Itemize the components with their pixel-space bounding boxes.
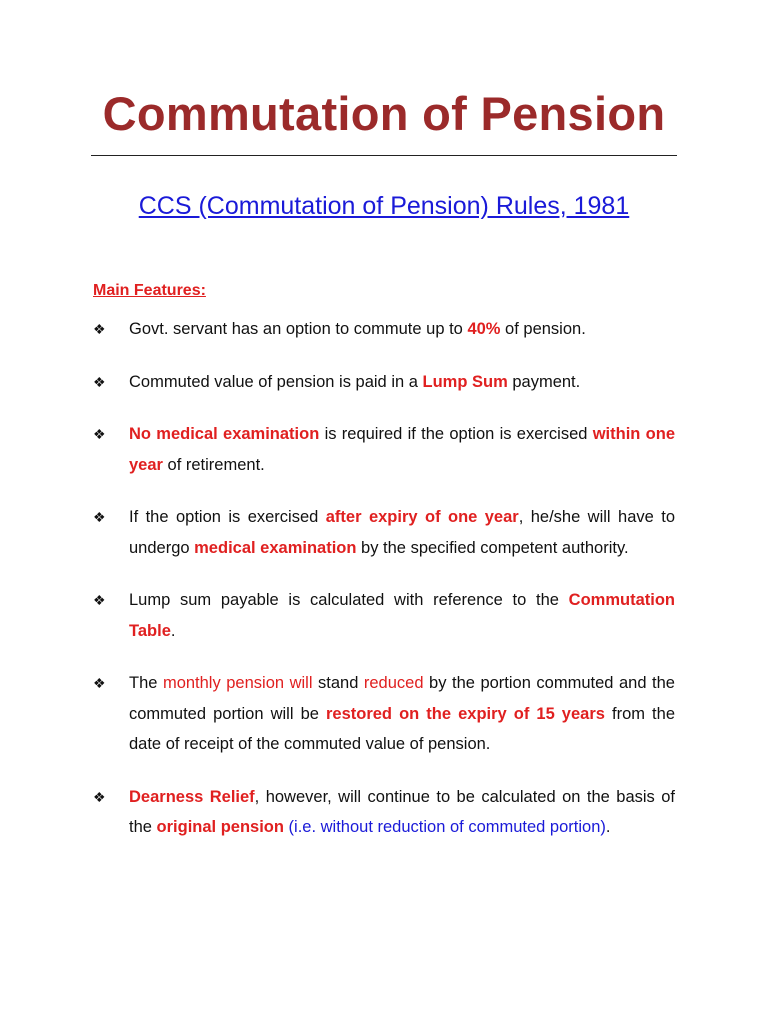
list-item-text (129, 373, 580, 391)
list-item-text (129, 320, 586, 338)
body-text: Lump sum payable is calculated with reference to the (129, 591, 569, 609)
diamond-bullet-icon: ❖ (93, 373, 106, 390)
feature-list (93, 314, 675, 865)
emphasis-text: Commutation Table (129, 591, 675, 640)
body-text: stand (312, 674, 364, 692)
body-text: . (170, 621, 176, 640)
body-text: If the option is exercised (129, 508, 326, 526)
diamond-bullet-icon: ❖ (93, 509, 106, 525)
list-item (93, 585, 675, 646)
emphasis-text: Dearness Relief (129, 787, 255, 806)
diamond-bullet-icon: ❖ (93, 675, 106, 691)
list-item-text (129, 788, 675, 837)
emphasis-text: 40% (467, 320, 501, 338)
list-item (93, 419, 675, 480)
page-title: Commutation of Pension (102, 87, 666, 140)
list-item (93, 367, 675, 398)
list-item-text (129, 674, 675, 753)
emphasis-text: after expiry of one year (325, 508, 519, 526)
body-text: . (605, 818, 611, 836)
list-item (93, 782, 675, 843)
rules-subtitle-link[interactable]: CCS (Commutation of Pension) Rules, 1981 (138, 192, 630, 220)
emphasis-text: original pension (156, 818, 284, 836)
emphasis-text: restored on the expiry of 15 years (325, 704, 605, 723)
body-text: is required if the option is exercised (319, 425, 593, 443)
body-text: , however, will continue to be calculated on the basis of the (129, 787, 675, 836)
body-text: The (129, 674, 163, 692)
list-item-text (129, 508, 675, 557)
body-text: by the portion commuted and the commuted portion will be (129, 674, 675, 723)
emphasis-text: reduced (363, 674, 424, 692)
body-text: payment. (507, 372, 581, 391)
emphasis-text: No medical examination (129, 425, 320, 443)
emphasis-text: monthly pension will (162, 674, 313, 692)
diamond-bullet-icon: ❖ (93, 321, 106, 337)
list-item (93, 502, 675, 563)
section-heading: Main Features: (93, 282, 206, 299)
emphasis-text: within one year (129, 425, 675, 474)
diamond-bullet-icon: ❖ (93, 592, 106, 608)
emphasis-text: (i.e. without reduction of commuted portion) (283, 818, 606, 836)
body-text: by the specified competent authority. (356, 538, 629, 557)
emphasis-text: Lump Sum (422, 372, 508, 391)
title-divider (91, 155, 677, 156)
body-text: of retirement. (162, 455, 265, 474)
body-text: Govt. servant has an option to commute up to (129, 320, 468, 338)
body-text: , he/she will have to undergo (129, 508, 675, 557)
emphasis-text: medical examination (194, 538, 357, 557)
list-item (93, 668, 675, 760)
body-text: of pension. (500, 320, 586, 338)
list-item (93, 314, 675, 345)
list-item-text (129, 425, 675, 474)
body-text: from the date of receipt of the commuted value of pension. (129, 704, 675, 753)
diamond-bullet-icon: ❖ (93, 426, 106, 442)
diamond-bullet-icon: ❖ (93, 788, 106, 805)
body-text: Commuted value of pension is paid in a (129, 372, 423, 391)
list-item-text (129, 591, 675, 640)
